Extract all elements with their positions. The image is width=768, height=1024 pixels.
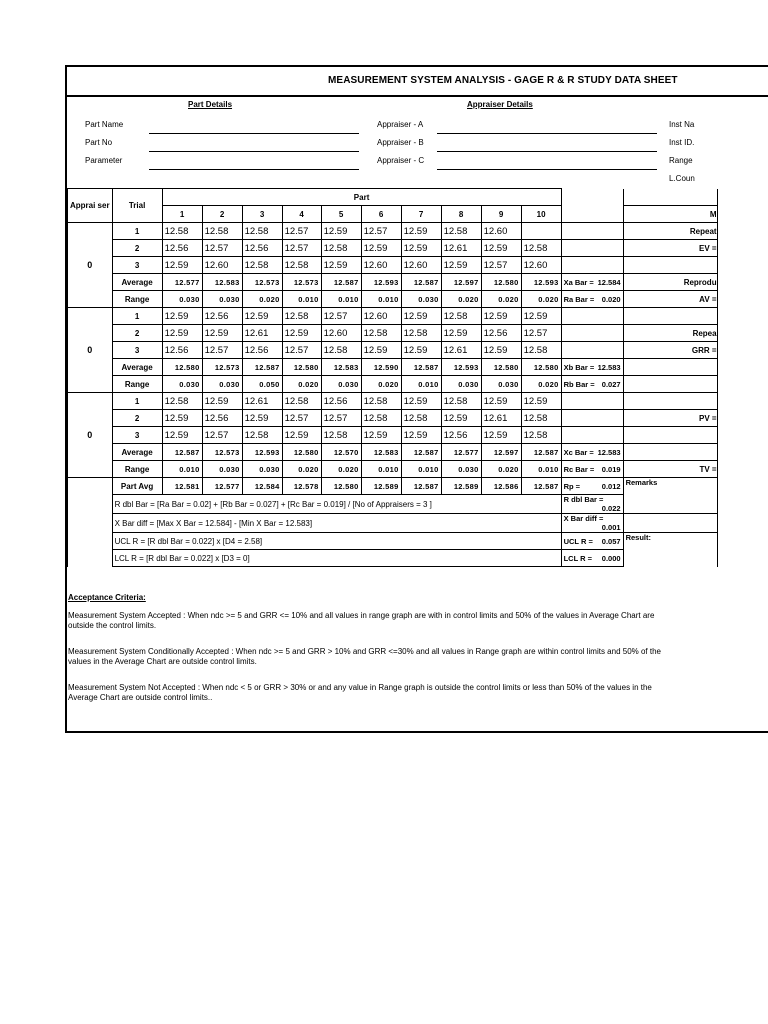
- measurement-cell: 12.57: [202, 240, 242, 257]
- formula-value: 0.000: [601, 553, 621, 563]
- measurement-cell: 12.59: [321, 257, 361, 274]
- trial-row: [68, 325, 718, 342]
- part-number-header: 8: [441, 206, 481, 223]
- acceptance-criteria: [68, 593, 668, 719]
- part-avg-cell: 12.581: [162, 478, 202, 495]
- range-cell: 0.010: [282, 291, 321, 308]
- range-label: Range: [112, 376, 162, 393]
- trial-label: 2: [112, 240, 162, 257]
- measurement-cell: 12.57: [521, 325, 561, 342]
- average-cell: 12.583: [361, 444, 401, 461]
- measurement-cell: 12.61: [242, 393, 282, 410]
- average-label: Average: [112, 274, 162, 291]
- trial-label: 1: [112, 223, 162, 240]
- appraiser-a-label: Appraiser - A: [377, 120, 424, 129]
- range-cell: 0.010: [162, 461, 202, 478]
- x-bar-cell: [561, 359, 623, 376]
- measurement-cell: 12.58: [242, 223, 282, 240]
- average-row: [68, 359, 718, 376]
- r-bar-value: 0.019: [601, 464, 621, 474]
- range-cell: 0.010: [361, 291, 401, 308]
- side-label: PV =: [623, 410, 717, 427]
- criteria-accepted: Measurement System Accepted : When ndc >= 5 and GRR <= 10% and all values in range graph are with in control limits and 50% of the values in Average Chart are outside the control limits.: [68, 611, 655, 630]
- x-bar-label: Xb Bar =: [563, 362, 595, 372]
- measurement-cell: 12.59: [162, 325, 202, 342]
- measurement-cell: 12.59: [401, 223, 441, 240]
- measurement-cell: 12.56: [242, 342, 282, 359]
- appraiser-col-header: Apprai ser: [68, 189, 113, 223]
- measurement-cell: 12.58: [361, 393, 401, 410]
- measurement-cell: 12.56: [441, 427, 481, 444]
- average-cell: 12.587: [401, 274, 441, 291]
- side-label: GRR =: [623, 342, 717, 359]
- range-cell: 0.010: [401, 376, 441, 393]
- trial-label: 1: [112, 393, 162, 410]
- measurement-cell: 12.58: [321, 240, 361, 257]
- range-label: Range: [669, 156, 693, 165]
- average-cell: 12.573: [282, 274, 321, 291]
- trial-row: [68, 427, 718, 444]
- range-cell: 0.020: [282, 376, 321, 393]
- part-avg-row: [68, 478, 718, 495]
- range-cell: 0.050: [242, 376, 282, 393]
- part-number-header: 10: [521, 206, 561, 223]
- trial-label: 3: [112, 342, 162, 359]
- range-cell: 0.020: [521, 291, 561, 308]
- average-cell: 12.580: [162, 359, 202, 376]
- part-avg-cell: 12.589: [361, 478, 401, 495]
- measurement-cell: 12.56: [162, 342, 202, 359]
- range-cell: 0.030: [162, 291, 202, 308]
- part-no-label: Part No: [85, 138, 113, 147]
- part-number-header: 9: [481, 206, 521, 223]
- part-avg-cell: 12.587: [401, 478, 441, 495]
- formula-text: UCL R = [R dbl Bar = 0.022] x [D4 = 2.58]: [112, 533, 561, 550]
- average-cell: 12.590: [361, 359, 401, 376]
- measurement-cell: 12.60: [361, 257, 401, 274]
- measurement-cell: 12.58: [401, 410, 441, 427]
- criteria-not-accepted: Measurement System Not Accepted : When ndc < 5 or GRR > 30% or and any value in Range graph is outside the control limits or less than 50% of the values in the Average Chart are outside control limits..: [68, 683, 652, 702]
- average-label: Average: [112, 444, 162, 461]
- side-label: AV =: [623, 291, 717, 308]
- measurement-cell: 12.59: [441, 325, 481, 342]
- average-cell: 12.597: [481, 444, 521, 461]
- part-number-header: 4: [282, 206, 321, 223]
- measurement-cell: 12.61: [481, 410, 521, 427]
- formula-row: [68, 550, 718, 567]
- range-cell: 0.020: [321, 461, 361, 478]
- average-cell: 12.573: [242, 274, 282, 291]
- measurement-cell: 12.59: [481, 240, 521, 257]
- average-cell: 12.580: [481, 274, 521, 291]
- measurement-cell: 12.56: [202, 410, 242, 427]
- criteria-conditional: Measurement System Conditionally Accepted : When ndc >= 5 and GRR > 10% and GRR <=30% and all values in Range graph are within control limits and 50% of the values in the Average Chart are outside control limits.: [68, 647, 661, 666]
- measurement-cell: 12.58: [202, 223, 242, 240]
- average-cell: 12.593: [441, 359, 481, 376]
- range-cell: 0.020: [481, 291, 521, 308]
- x-bar-label: Xa Bar =: [563, 277, 594, 287]
- range-cell: 0.030: [401, 291, 441, 308]
- trial-row: [68, 257, 718, 274]
- measurement-cell: 12.58: [282, 393, 321, 410]
- trial-row: [68, 393, 718, 410]
- average-cell: 12.580: [282, 359, 321, 376]
- part-details-heading: Part Details: [188, 100, 233, 109]
- side-label: Reprodu: [623, 274, 717, 291]
- formula-result-cell: [561, 533, 623, 550]
- measurement-cell: 12.57: [282, 240, 321, 257]
- average-cell: 12.573: [202, 359, 242, 376]
- average-cell: 12.573: [202, 444, 242, 461]
- measurement-cell: 12.58: [242, 257, 282, 274]
- measurement-cell: 12.58: [162, 393, 202, 410]
- measurement-cell: 12.59: [162, 427, 202, 444]
- formula-row: [68, 495, 718, 514]
- part-avg-cell: 12.578: [282, 478, 321, 495]
- range-cell: 0.030: [202, 291, 242, 308]
- part-number-header: 2: [202, 206, 242, 223]
- appraiser-id: 0: [68, 308, 113, 393]
- measurement-cell: 12.59: [162, 410, 202, 427]
- range-cell: 0.030: [162, 376, 202, 393]
- formula-label: R dbl Bar =: [563, 495, 604, 504]
- measurement-cell: 12.58: [441, 308, 481, 325]
- measurement-cell: 12.57: [202, 427, 242, 444]
- measurement-cell: 12.59: [481, 427, 521, 444]
- appraiser-details-heading: Appraiser Details: [467, 100, 533, 109]
- part-avg-cell: 12.586: [481, 478, 521, 495]
- formula-text: X Bar diff = [Max X Bar = 12.584] - [Min X Bar = 12.583]: [112, 514, 561, 533]
- measurement-cell: 12.58: [521, 240, 561, 257]
- measurement-cell: 12.60: [401, 257, 441, 274]
- measurement-cell: 12.58: [361, 325, 401, 342]
- measurement-cell: 12.58: [441, 223, 481, 240]
- range-cell: 0.020: [481, 461, 521, 478]
- measurement-cell: 12.60: [321, 325, 361, 342]
- formula-result-cell: [561, 514, 623, 533]
- side-label: [623, 444, 717, 461]
- side-label: [623, 376, 717, 393]
- range-cell: 0.020: [361, 376, 401, 393]
- measurement-cell: 12.58: [401, 325, 441, 342]
- average-cell: 12.597: [441, 274, 481, 291]
- rp-cell: [561, 478, 623, 495]
- acceptance-criteria-heading: Acceptance Criteria:: [68, 593, 146, 602]
- measurement-cell: 12.61: [441, 240, 481, 257]
- x-bar-value: 12.583: [597, 362, 621, 372]
- range-cell: 0.030: [481, 376, 521, 393]
- part-number-header: 1: [162, 206, 202, 223]
- formula-value: 0.057: [601, 536, 621, 546]
- rp-label: Rp =: [563, 481, 581, 491]
- part-avg-cell: 12.589: [441, 478, 481, 495]
- part-name-label: Part Name: [85, 120, 124, 129]
- range-cell: 0.030: [202, 461, 242, 478]
- side-label: M: [623, 206, 717, 223]
- least-count-label: L.Coun: [669, 174, 695, 183]
- average-cell: 12.583: [321, 359, 361, 376]
- measurement-cell: 12.60: [481, 223, 521, 240]
- measurement-cell: 12.59: [401, 393, 441, 410]
- measurement-cell: 12.59: [441, 410, 481, 427]
- measurement-cell: 12.59: [401, 308, 441, 325]
- r-bar-label: Rc Bar =: [563, 464, 595, 474]
- range-cell: 0.010: [361, 461, 401, 478]
- range-label: Range: [112, 291, 162, 308]
- part-no-field[interactable]: [149, 151, 359, 152]
- part-avg-cell: 12.580: [321, 478, 361, 495]
- average-cell: 12.580: [521, 359, 561, 376]
- measurement-cell: 12.59: [401, 342, 441, 359]
- measurement-cell: 12.58: [441, 393, 481, 410]
- trial-label: 3: [112, 257, 162, 274]
- range-cell: 0.030: [441, 461, 481, 478]
- side-label: [623, 359, 717, 376]
- header-row-part: [68, 189, 718, 206]
- measurement-cell: 12.57: [321, 410, 361, 427]
- range-label: Range: [112, 461, 162, 478]
- measurement-cell: 12.59: [361, 240, 401, 257]
- measurement-cell: 12.59: [242, 308, 282, 325]
- formula-result-cell: [561, 495, 623, 514]
- r-bar-cell: [561, 291, 623, 308]
- measurement-cell: 12.59: [321, 223, 361, 240]
- average-row: [68, 274, 718, 291]
- formula-label: X Bar diff =: [563, 514, 604, 523]
- measurement-cell: 12.59: [481, 308, 521, 325]
- average-cell: 12.577: [441, 444, 481, 461]
- appraiser-b-label: Appraiser - B: [377, 138, 424, 147]
- side-label: EV =: [623, 240, 717, 257]
- measurement-cell: 12.59: [521, 308, 561, 325]
- appraiser-id: 0: [68, 223, 113, 308]
- measurement-cell: 12.59: [361, 342, 401, 359]
- measurement-cell: 12.61: [441, 342, 481, 359]
- range-row: [68, 291, 718, 308]
- appraiser-c-field[interactable]: [437, 169, 657, 170]
- side-label: [623, 393, 717, 410]
- measurement-cell: 12.57: [361, 223, 401, 240]
- measurement-cell: 12.59: [481, 393, 521, 410]
- trial-label: 2: [112, 325, 162, 342]
- r-bar-value: 0.020: [601, 294, 621, 304]
- r-bar-label: Rb Bar =: [563, 379, 595, 389]
- formula-result-cell: [561, 550, 623, 567]
- r-bar-label: Ra Bar =: [563, 294, 595, 304]
- measurement-cell: 12.57: [321, 308, 361, 325]
- parameter-field[interactable]: [149, 169, 359, 170]
- part-avg-label: Part Avg: [112, 478, 162, 495]
- measurement-cell: 12.57: [202, 342, 242, 359]
- average-cell: 12.577: [162, 274, 202, 291]
- measurement-cell: 12.59: [401, 240, 441, 257]
- gage-rr-data-sheet: [65, 65, 768, 733]
- inst-name-label: Inst Na: [669, 120, 695, 129]
- r-bar-cell: [561, 461, 623, 478]
- measurement-cell: 12.59: [401, 427, 441, 444]
- inst-id-label: Inst ID.: [669, 138, 695, 147]
- measurement-cell: 12.60: [361, 308, 401, 325]
- range-cell: 0.010: [521, 461, 561, 478]
- sheet-title-text: MEASUREMENT SYSTEM ANALYSIS - GAGE R & R STUDY DATA SHEET: [328, 75, 678, 86]
- part-avg-cell: 12.584: [242, 478, 282, 495]
- range-row: [68, 376, 718, 393]
- measurement-cell: 12.58: [521, 410, 561, 427]
- trial-label: 1: [112, 308, 162, 325]
- side-label: [623, 308, 717, 325]
- range-cell: 0.020: [521, 376, 561, 393]
- part-avg-cell: 12.587: [521, 478, 561, 495]
- average-cell: 12.580: [481, 359, 521, 376]
- average-label: Average: [112, 359, 162, 376]
- range-cell: 0.010: [401, 461, 441, 478]
- trial-row: [68, 308, 718, 325]
- formula-text: R dbl Bar = [Ra Bar = 0.02] + [Rb Bar = 0.027] + [Rc Bar = 0.019] / [No of Appraisers = 3 ]: [112, 495, 561, 514]
- measurement-cell: 12.59: [162, 308, 202, 325]
- measurement-cell: 12.59: [202, 325, 242, 342]
- formula-row: [68, 514, 718, 533]
- measurement-cell: 12.59: [282, 325, 321, 342]
- average-cell: 12.580: [282, 444, 321, 461]
- x-bar-cell: [561, 274, 623, 291]
- range-cell: 0.030: [202, 376, 242, 393]
- side-label: [623, 257, 717, 274]
- r-bar-cell: [561, 376, 623, 393]
- measurement-cell: 12.58: [321, 342, 361, 359]
- measurement-cell: 12.58: [242, 427, 282, 444]
- measurement-cell: 12.59: [441, 257, 481, 274]
- measurement-cell: 12.59: [202, 393, 242, 410]
- trial-col-header: Trial: [112, 189, 162, 223]
- measurement-cell: 12.59: [481, 342, 521, 359]
- header-row-parts: [68, 206, 718, 223]
- measurement-cell: 12.57: [282, 410, 321, 427]
- x-bar-value: 12.584: [597, 277, 621, 287]
- measurement-cell: 12.57: [282, 223, 321, 240]
- measurement-cell: 12.59: [521, 393, 561, 410]
- trial-row: [68, 223, 718, 240]
- part-number-header: 6: [361, 206, 401, 223]
- range-cell: 0.030: [242, 461, 282, 478]
- average-cell: 12.587: [321, 274, 361, 291]
- average-cell: 12.583: [202, 274, 242, 291]
- average-cell: 12.587: [401, 444, 441, 461]
- appraiser-c-label: Appraiser - C: [377, 156, 425, 165]
- average-cell: 12.570: [321, 444, 361, 461]
- parameter-label: Parameter: [85, 156, 123, 165]
- average-cell: 12.587: [521, 444, 561, 461]
- measurement-cell: 12.60: [202, 257, 242, 274]
- range-cell: 0.030: [321, 376, 361, 393]
- trial-row: [68, 410, 718, 427]
- measurement-cell: 12.58: [282, 308, 321, 325]
- formula-value: 0.001: [601, 523, 621, 532]
- measurement-cell: 12.59: [361, 427, 401, 444]
- range-row: [68, 461, 718, 478]
- average-cell: 12.593: [242, 444, 282, 461]
- trial-row: [68, 240, 718, 257]
- average-cell: 12.593: [521, 274, 561, 291]
- measurement-cell: 12.59: [242, 410, 282, 427]
- appraiser-id: 0: [68, 393, 113, 478]
- trial-label: 3: [112, 427, 162, 444]
- measurement-cell: 12.57: [481, 257, 521, 274]
- formula-label: LCL R =: [563, 553, 592, 563]
- part-number-header: 5: [321, 206, 361, 223]
- formula-label: UCL R =: [563, 536, 593, 546]
- gage-data-table: [67, 188, 718, 567]
- measurement-cell: 12.61: [242, 325, 282, 342]
- range-cell: 0.020: [441, 291, 481, 308]
- trial-label: 2: [112, 410, 162, 427]
- rp-value: 0.012: [601, 481, 621, 491]
- part-col-header: Part: [162, 189, 561, 206]
- remarks-label: Remarks: [623, 478, 717, 514]
- x-bar-value: 12.583: [597, 447, 621, 457]
- average-cell: 12.587: [162, 444, 202, 461]
- measurement-cell: 12.58: [361, 410, 401, 427]
- part-name-field[interactable]: [149, 133, 359, 134]
- measurement-cell: 12.58: [162, 223, 202, 240]
- formula-row: [68, 533, 718, 550]
- part-avg-cell: 12.577: [202, 478, 242, 495]
- range-cell: 0.030: [441, 376, 481, 393]
- x-bar-label: Xc Bar =: [563, 447, 594, 457]
- formula-text: LCL R = [R dbl Bar = 0.022] x [D3 = 0]: [112, 550, 561, 567]
- range-cell: 0.020: [282, 461, 321, 478]
- measurement-cell: 12.58: [521, 427, 561, 444]
- part-number-header: 3: [242, 206, 282, 223]
- average-cell: 12.587: [242, 359, 282, 376]
- appraiser-a-field[interactable]: [437, 133, 657, 134]
- measurement-cell: 12.56: [321, 393, 361, 410]
- measurement-cell: 12.56: [162, 240, 202, 257]
- measurement-cell: 12.58: [282, 257, 321, 274]
- r-bar-value: 0.027: [601, 379, 621, 389]
- measurement-cell: [521, 223, 561, 240]
- x-bar-cell: [561, 444, 623, 461]
- measurement-cell: 12.58: [321, 427, 361, 444]
- measurement-cell: 12.56: [202, 308, 242, 325]
- measurement-cell: 12.59: [282, 427, 321, 444]
- side-label: TV =: [623, 461, 717, 478]
- side-label: Repeat: [623, 223, 717, 240]
- range-cell: 0.020: [242, 291, 282, 308]
- measurement-cell: 12.60: [521, 257, 561, 274]
- side-label: Repea: [623, 325, 717, 342]
- side-label: [623, 427, 717, 444]
- average-row: [68, 444, 718, 461]
- range-cell: 0.010: [321, 291, 361, 308]
- average-cell: 12.587: [401, 359, 441, 376]
- measurement-cell: 12.56: [481, 325, 521, 342]
- result-label: Result:: [623, 533, 717, 567]
- measurement-cell: 12.56: [242, 240, 282, 257]
- measurement-cell: 12.58: [521, 342, 561, 359]
- average-cell: 12.593: [361, 274, 401, 291]
- formula-value: 0.022: [601, 504, 621, 513]
- part-number-header: 7: [401, 206, 441, 223]
- trial-row: [68, 342, 718, 359]
- measurement-cell: 12.59: [162, 257, 202, 274]
- sheet-title: [67, 67, 768, 97]
- appraiser-b-field[interactable]: [437, 151, 657, 152]
- measurement-cell: 12.57: [282, 342, 321, 359]
